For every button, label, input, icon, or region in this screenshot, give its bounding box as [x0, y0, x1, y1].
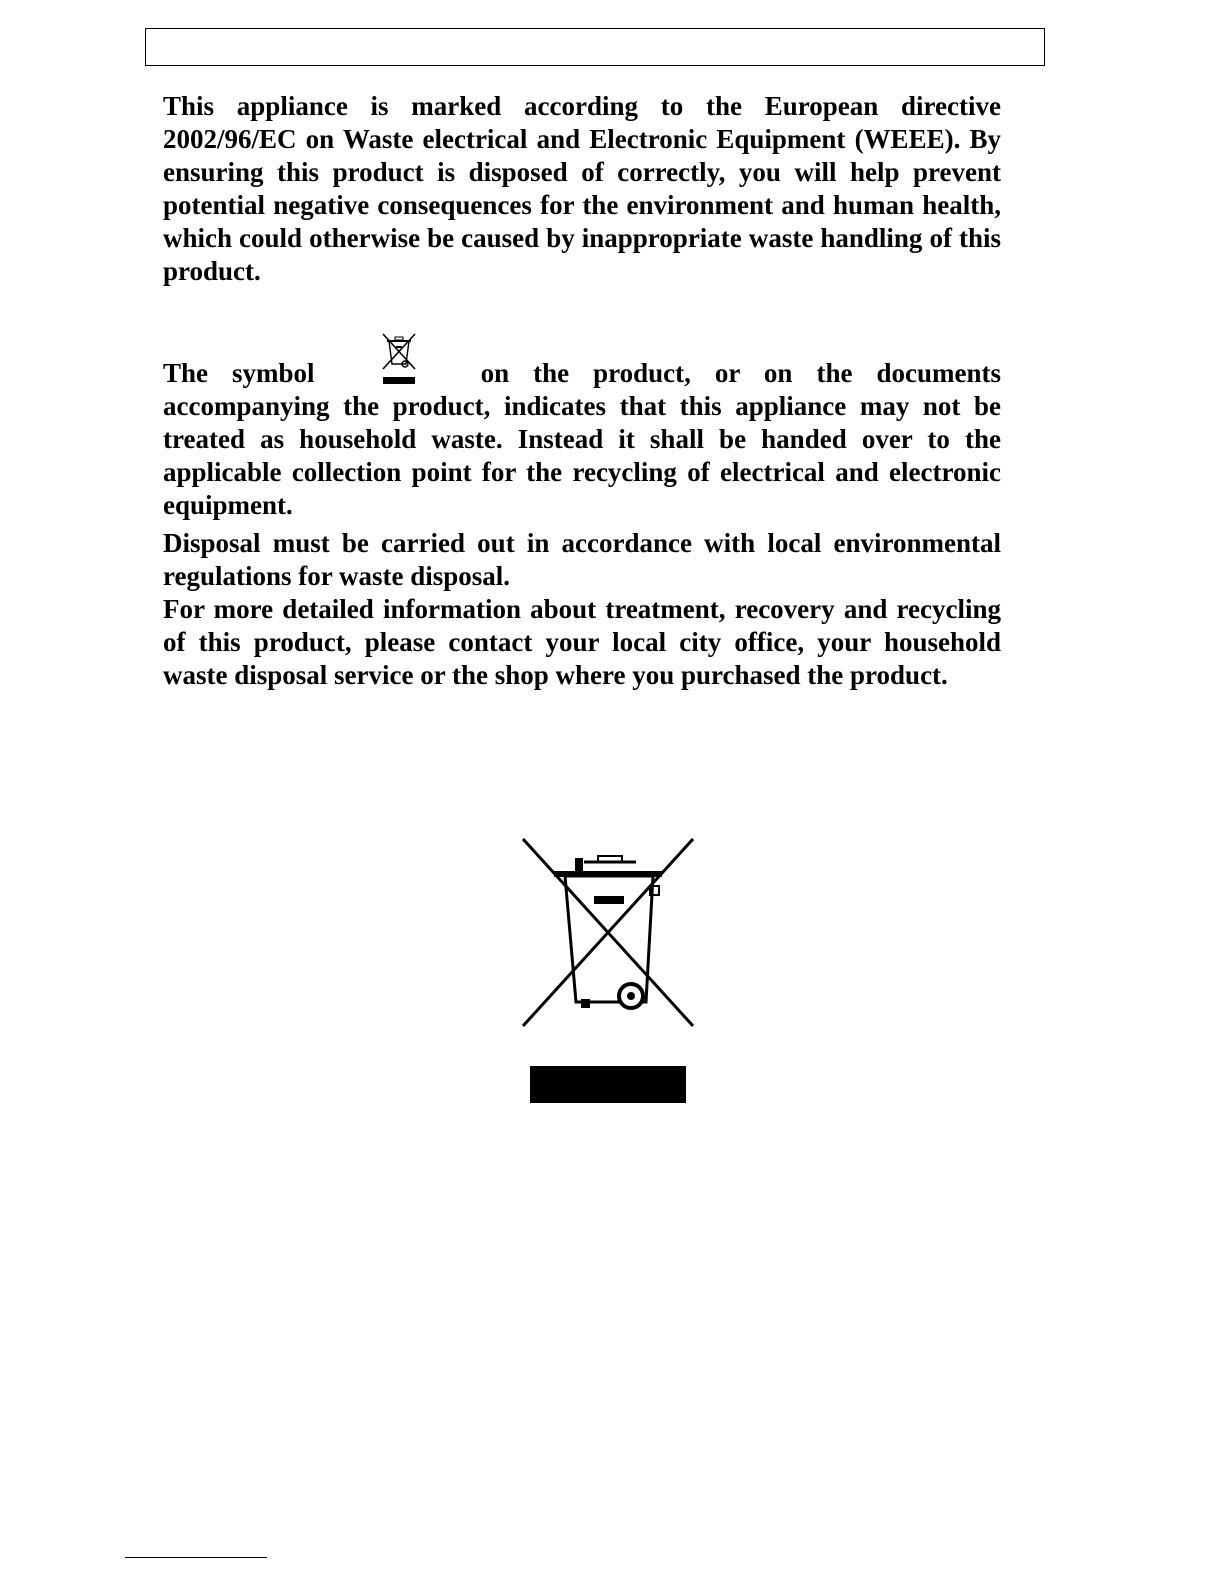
crossed-out-wheeled-bin-icon: [381, 332, 417, 386]
weee-symbol-large: [520, 836, 696, 1106]
paragraph-text: For more detailed information about treatment, recovery and recycling of this product, please contact your local city office, your household waste disposal service or the shop where you purchased the product.: [163, 594, 1001, 690]
paragraph-text: This appliance is marked according to the European directive 2002/96/EC on Waste electrical and Electronic Equipment (WEEE). By ensuring this product is disposed of correctly, you will help prevent potential negative consequences for the environment and human health, which could otherwise be caused by inappropriate waste handling of this product.: [163, 91, 1001, 286]
header-box: [145, 28, 1045, 66]
weee-directive-paragraph: [163, 90, 1001, 288]
paragraph-text-end: on the product, or on the documents accompanying the product, indicates that this appliance may not be treated as household waste. Instead it shall be handed over to the applicable collection point for the recycling of electrical and electronic equipment.: [163, 358, 1001, 520]
symbol-meaning-paragraph: [163, 332, 1001, 522]
crossed-out-wheeled-bin-icon: [520, 836, 696, 1106]
disposal-regulations-paragraph: [163, 527, 1001, 593]
paragraph-text-start: The symbol: [163, 358, 315, 388]
paragraph-text: Disposal must be carried out in accordance with local environmental regulations for waste disposal.: [163, 528, 1001, 591]
more-information-paragraph: [163, 593, 1001, 692]
footnote-divider: [125, 1557, 267, 1558]
